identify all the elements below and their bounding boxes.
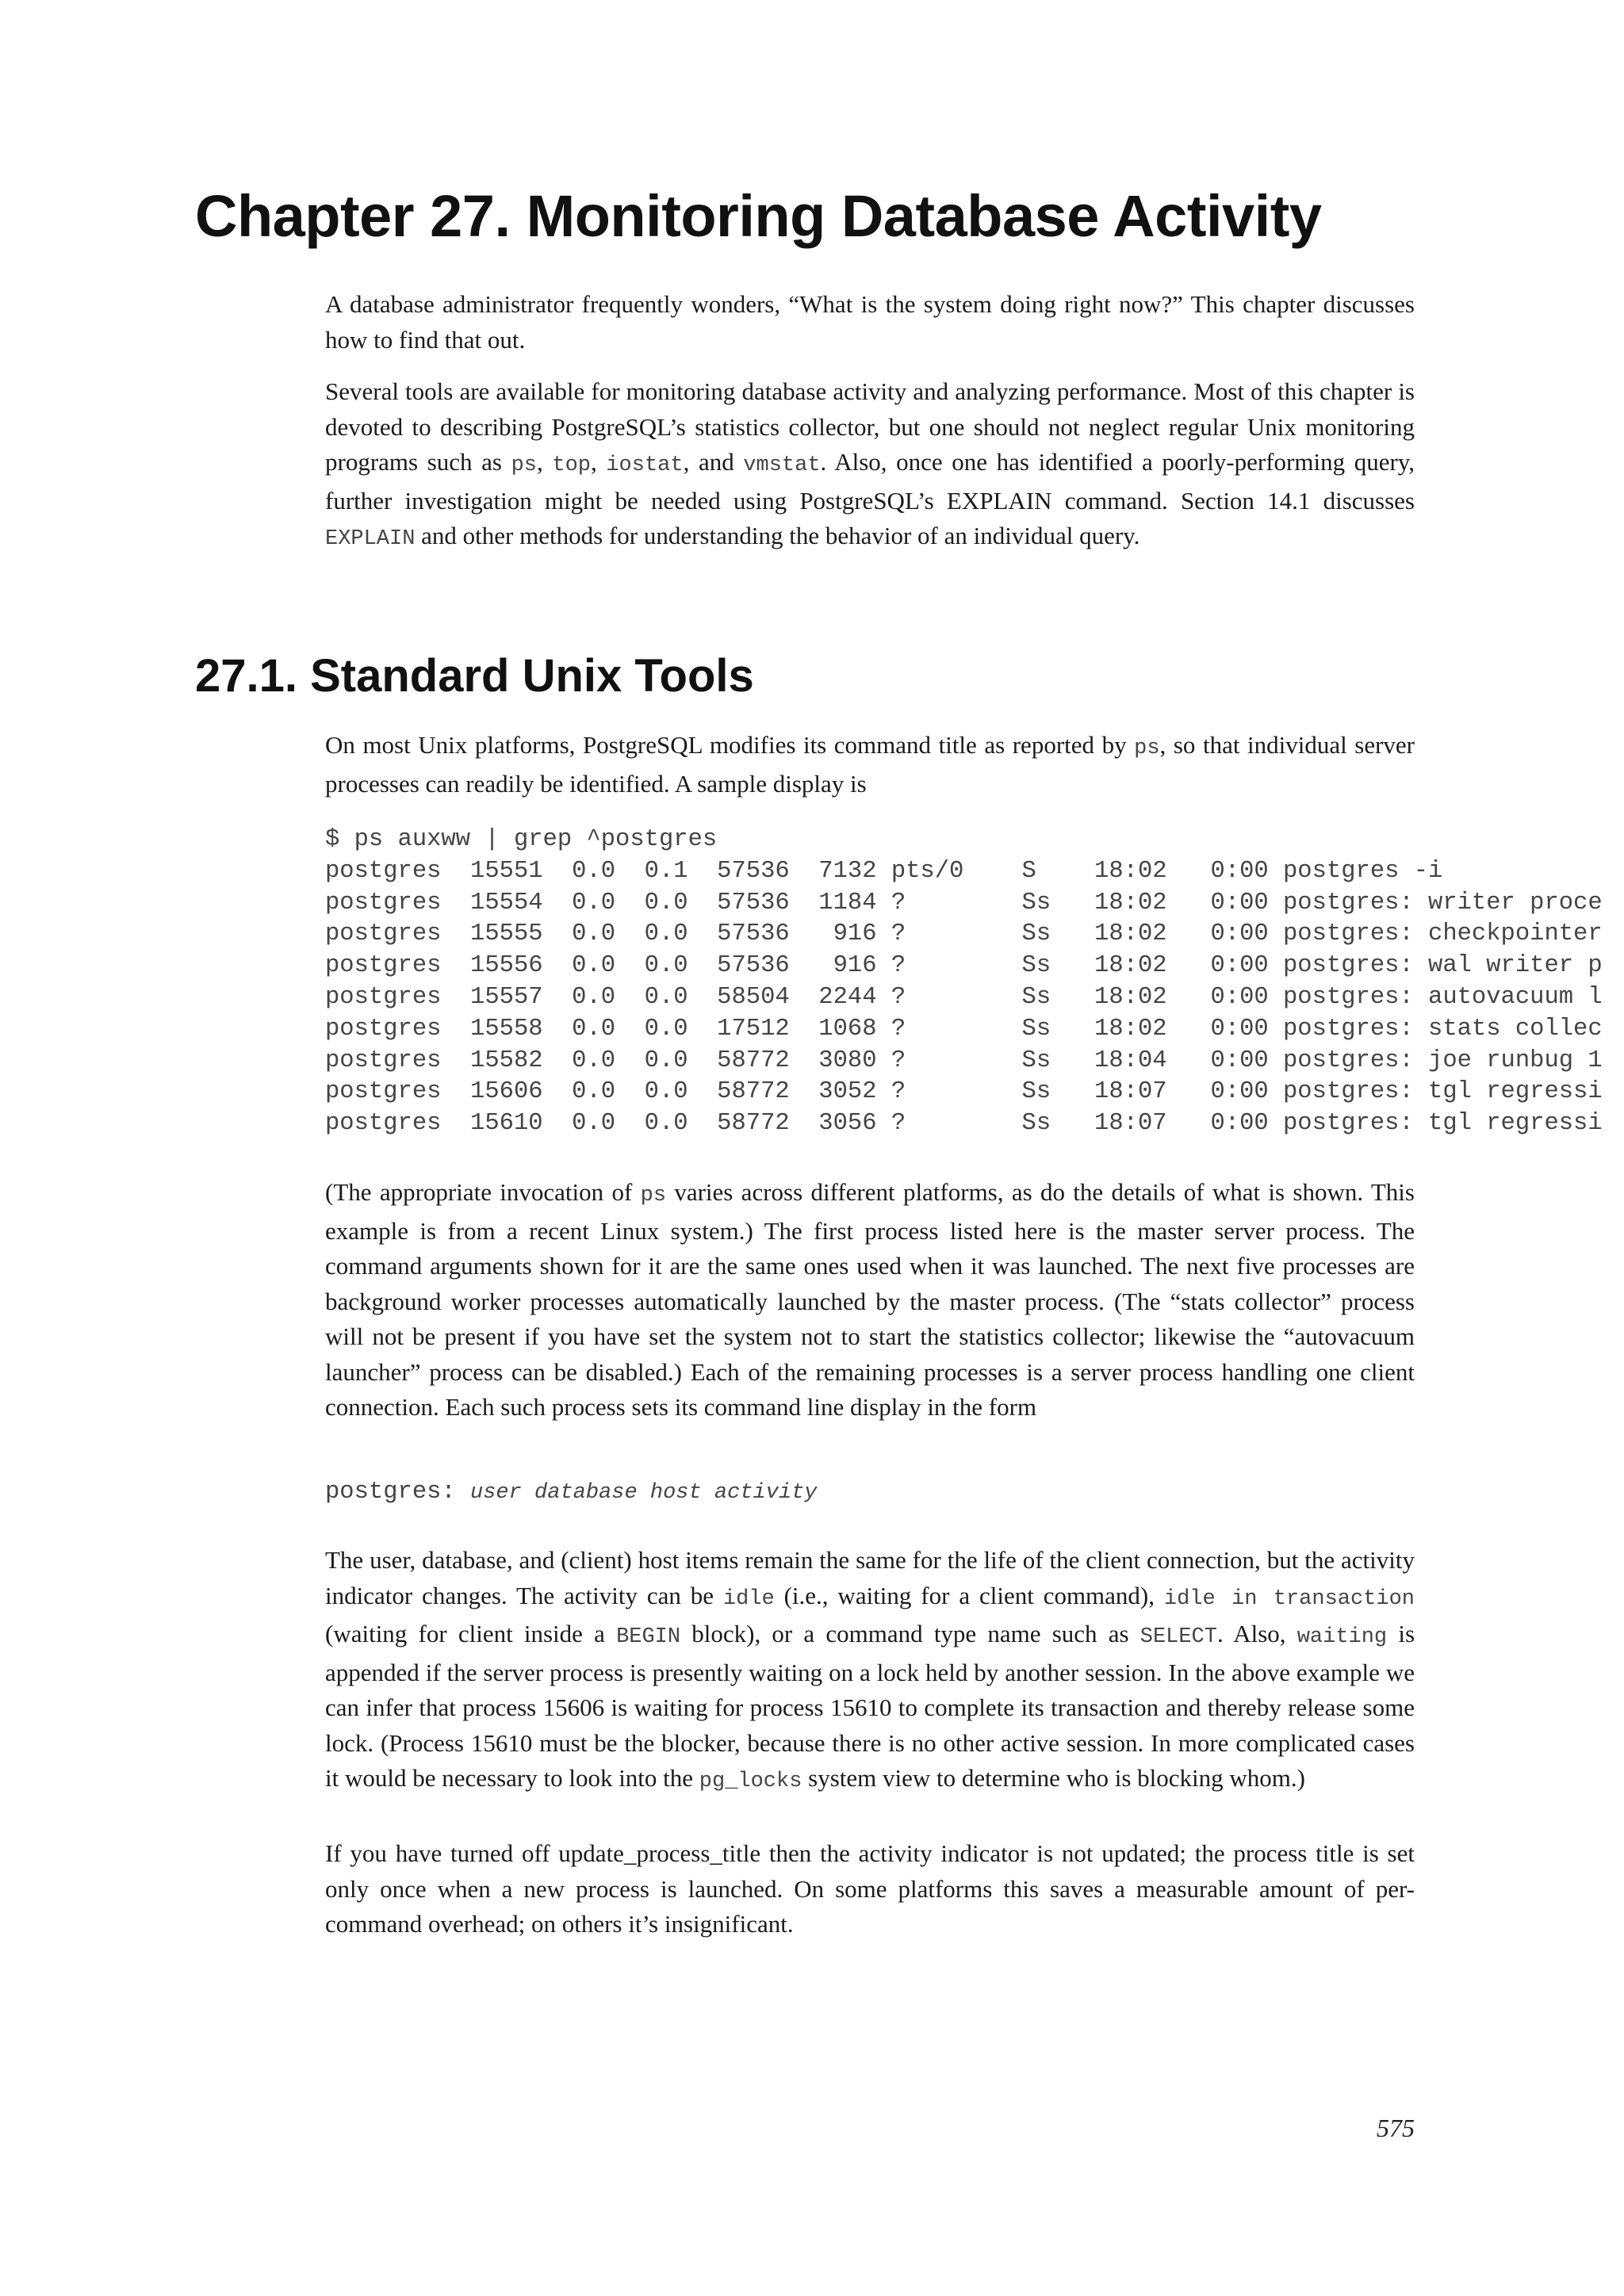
listing-process-row: postgres 15557 0.0 0.0 58504 2244 ? Ss 18:02 0:00 postgres: autovacuum l	[325, 983, 1603, 1011]
listing-process-row: postgres 15554 0.0 0.0 57536 1184 ? Ss 18:02 0:00 postgres: writer proce	[325, 889, 1603, 916]
text-run: block), or a command type name such as	[680, 1620, 1140, 1647]
listing-command-line: $ ps auxww | grep ^postgres	[325, 826, 718, 853]
intro-paragraph-1	[325, 287, 1415, 358]
inline-code-select: SELECT	[1139, 1625, 1217, 1649]
listing-process-row: postgres 15582 0.0 0.0 58772 3080 ? Ss 18:04 0:00 postgres: joe runbug 1	[325, 1047, 1603, 1074]
command-form-line	[325, 1476, 818, 1509]
chapter-title: Chapter 27. Monitoring Database Activity	[195, 183, 1322, 249]
section-paragraph-2	[325, 1175, 1415, 1425]
text-run: is appended if the server process is presently waiting on a lock held by another session. In the above example we can infer that process 15606 is waiting for process 15610 to complete its transaction and thereby release some lock. (Process 15610 must be the blocker, because there is no other active session. In more complicated cases it would be necessary to look into the	[325, 1620, 1415, 1792]
text-run: , and	[683, 448, 744, 476]
listing-process-row: postgres 15555 0.0 0.0 57536 916 ? Ss 18:02 0:00 postgres: checkpointer	[325, 920, 1603, 948]
text-run: ,	[537, 448, 553, 476]
form-args: user database host activity	[470, 1481, 818, 1505]
listing-process-row: postgres 15610 0.0 0.0 58772 3056 ? Ss 18:07 0:00 postgres: tgl regressi	[325, 1110, 1603, 1138]
inline-code-ps: ps	[1134, 737, 1160, 760]
inline-code-vmstat: vmstat	[743, 453, 821, 477]
inline-code-idle-in-transaction: idle in transaction	[1163, 1586, 1415, 1611]
section-paragraph-1	[325, 728, 1415, 802]
text-run: and other methods for understanding the behavior of an individual query.	[415, 522, 1140, 549]
inline-code-begin: BEGIN	[616, 1625, 681, 1649]
inline-code-ps: ps	[511, 453, 537, 477]
text-run: , so that individual server processes can readily be identified. A sample display is	[325, 731, 1415, 798]
inline-code-top: top	[552, 453, 591, 477]
ps-listing	[325, 825, 1624, 1140]
intro-paragraph-2	[325, 374, 1415, 557]
form-prefix: postgres:	[325, 1479, 471, 1506]
text-run: varies across different platforms, as do the details of what is shown. This example is from a recent Linux system.) The first process listed here is the master server process. The command arguments shown for it are the same ones used when it was launched. The next five processes are background worker processes automatically launched by the master process. (The “stats collector” process will not be present if you have set the system not to start the statistics collector; likewise the “autovacuum launcher” process can be disabled.) Each of the remaining processes is a server process handling one client connection. Each such process sets its command line display in the form	[325, 1178, 1415, 1421]
text-run: Several tools are available for monitoring database activity and analyzing performance. Most of this chapter is devoted to describing PostgreSQL’s statistics collector, but one should not neglect regular Unix monitoring programs such as	[325, 377, 1415, 476]
inline-code-pg-locks: pg_locks	[699, 1770, 802, 1793]
text-run: . Also, once one has identified a poorly-performing query, further investigation might be needed using PostgreSQL’s EXPLAIN command. Section 14.1 discusses	[325, 448, 1415, 515]
page-number: 575	[1377, 2114, 1415, 2142]
intro-paragraph-1-text: A database administrator frequently wonders, “What is the system doing right now?” This chapter discusses how to find that out.	[325, 290, 1415, 354]
inline-code-explain: EXPLAIN	[325, 527, 416, 551]
inline-code-iostat: iostat	[606, 453, 684, 477]
section-title: 27.1. Standard Unix Tools	[195, 650, 754, 702]
text-run: (i.e., waiting for a client command),	[774, 1581, 1164, 1609]
section-paragraph-4	[325, 1836, 1415, 1942]
section-paragraph-3	[325, 1543, 1415, 1800]
inline-code-ps: ps	[640, 1184, 667, 1207]
text-run: (waiting for client inside a	[325, 1620, 617, 1647]
text-run: . Also,	[1216, 1620, 1297, 1647]
inline-code-idle: idle	[722, 1586, 775, 1611]
listing-process-row: postgres 15556 0.0 0.0 57536 916 ? Ss 18:02 0:00 postgres: wal writer p	[325, 952, 1603, 980]
section-paragraph-4-text: If you have turned off update_process_title then the activity indicator is not updated; the process title is set only once when a new process is launched. On some platforms this saves a measurable amount of per-command overhead; on others it’s insignificant.	[325, 1839, 1415, 1938]
text-run: The user, database, and (client) host items remain the same for the life of the client connection, but the activity indicator changes. The activity can be	[325, 1546, 1415, 1609]
listing-process-row: postgres 15558 0.0 0.0 17512 1068 ? Ss 18:02 0:00 postgres: stats collec	[325, 1015, 1603, 1043]
text-run: On most Unix platforms, PostgreSQL modifies its command title as reported by	[325, 731, 1135, 759]
inline-code-waiting: waiting	[1297, 1625, 1388, 1649]
text-run: system view to determine who is blocking whom.)	[802, 1764, 1305, 1792]
text-run: ,	[590, 448, 607, 476]
ps-listing-text	[325, 825, 1624, 1140]
listing-process-row: postgres 15551 0.0 0.1 57536 7132 pts/0 S 18:02 0:00 postgres -i	[325, 857, 1443, 885]
text-run: (The appropriate invocation of	[325, 1178, 641, 1206]
listing-process-row: postgres 15606 0.0 0.0 58772 3052 ? Ss 18:07 0:00 postgres: tgl regressi	[325, 1078, 1603, 1106]
